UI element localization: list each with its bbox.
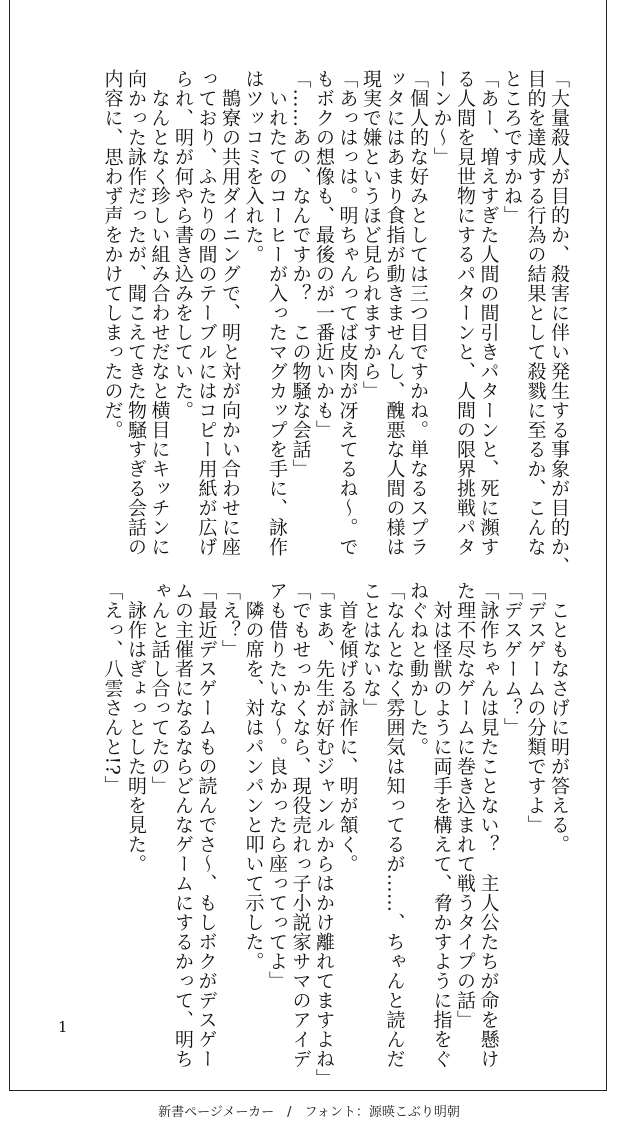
text-line: 「なんとなく雰囲気は知ってるが……、ちゃんと読んだ [383, 581, 406, 1069]
text-line: 「まあ、先生が好むジャンルからはかけ離れてますよね」 [313, 581, 335, 1088]
text-line: 「大量殺人が目的か、殺害に伴い発生する事象が目的か、 [548, 69, 570, 576]
bottom-text-block [100, 581, 570, 1088]
text-line: なんとなく珍しい組み合わせだなと横目にキッチンに [148, 69, 171, 557]
text-line: 詠作はぎょっとした明を見た。 [125, 581, 147, 874]
text-line: アも借りたいな〜。良かったら座ってってよ」 [266, 581, 288, 991]
text-line: いれたてのコーヒーが入ったマグカップを手に、詠作 [266, 69, 288, 557]
text-line: 内容に、思わず声をかけてしまったのだ。 [101, 69, 124, 440]
text-line: 首を傾げる詠作に、明が頷く。 [336, 581, 359, 874]
text-line: 「でもせっかくなら、現役売れっ子小説家サマのアイデ [289, 581, 312, 1069]
text-line: もボクの想像も、最後のが一番近いかも」 [313, 69, 335, 440]
page-number: 1 [58, 1018, 68, 1036]
text-line: 目的を達成する行為の結果として殺戮に至るか、こんな [524, 69, 547, 557]
text-line: 現実で嫌というほど見られますから」 [360, 69, 382, 401]
text-line: ムの主催者になるならどんなゲームにするかって、明ち [172, 581, 194, 1069]
text-line: る人間を見世物にするパターンと、人間の限界挑戦パタ [454, 69, 476, 557]
text-line: 対は怪獣のように両手を構えて、脅かすように指をぐ [430, 581, 453, 1069]
text-line: 向かった詠作だったが、聞こえてきた物騒すぎる会話の [125, 69, 147, 557]
text-line: はツッコミを入れた。 [242, 69, 265, 264]
footer-credit: 新書ページメーカー / フォント：源暎こぶり明朝 [158, 1105, 460, 1120]
text-line: 「個人的な好みとしては三つ目ですかね。単なるスプラ [407, 69, 429, 557]
text-line: た理不尽なゲームに巻き込まれて戦うタイプの話」 [454, 581, 476, 1030]
text-line: ッタにはあまり食指が動きませんし、醜悪な人間の様は [383, 69, 406, 557]
text-line: ことはないな」 [360, 581, 382, 718]
text-line: 「あっはっは。明ちゃんってば皮肉が冴えてるね〜。で [336, 69, 359, 557]
top-text-block [100, 69, 570, 576]
text-line: られ、明が何やら書き込みをしていた。 [172, 69, 194, 420]
text-line: 鵲寮の共用ダイニングで、明と対が向かい合わせに座 [219, 69, 241, 557]
text-line: 「えっ、八雲さんと!?」 [101, 581, 124, 795]
text-line: ゃんと話し合ってたの」 [148, 581, 171, 796]
text-line: 隣の席を、対はパンパンと叩いて示した。 [242, 581, 265, 971]
text-line: 「あー、増えすぎた人間の間引きパターンと、死に瀕す [477, 69, 500, 557]
text-line: 「デスゲームの分類ですよ」 [524, 581, 547, 835]
text-line: 「デスゲーム？」 [501, 581, 523, 737]
text-line: こともなさげに明が答える。 [548, 581, 570, 854]
text-line: ーンか〜」 [430, 69, 453, 167]
text-line: ところですかね」 [501, 69, 523, 225]
text-line: 「詠作ちゃんは見たことない？ 主人公たちが命を懸け [477, 581, 500, 1069]
text-line: 「え？」 [219, 581, 241, 659]
text-line: 「最近デスゲームもの読んでさ〜、もしボクがデスゲー [195, 581, 218, 1069]
text-line: っており、ふたりの間のテーブルにはコピー用紙が広げ [195, 69, 218, 557]
text-line: 「……あの、なんですか？ この物騒な会話」 [289, 69, 312, 479]
text-line: ねぐねと動かした。 [407, 581, 429, 757]
